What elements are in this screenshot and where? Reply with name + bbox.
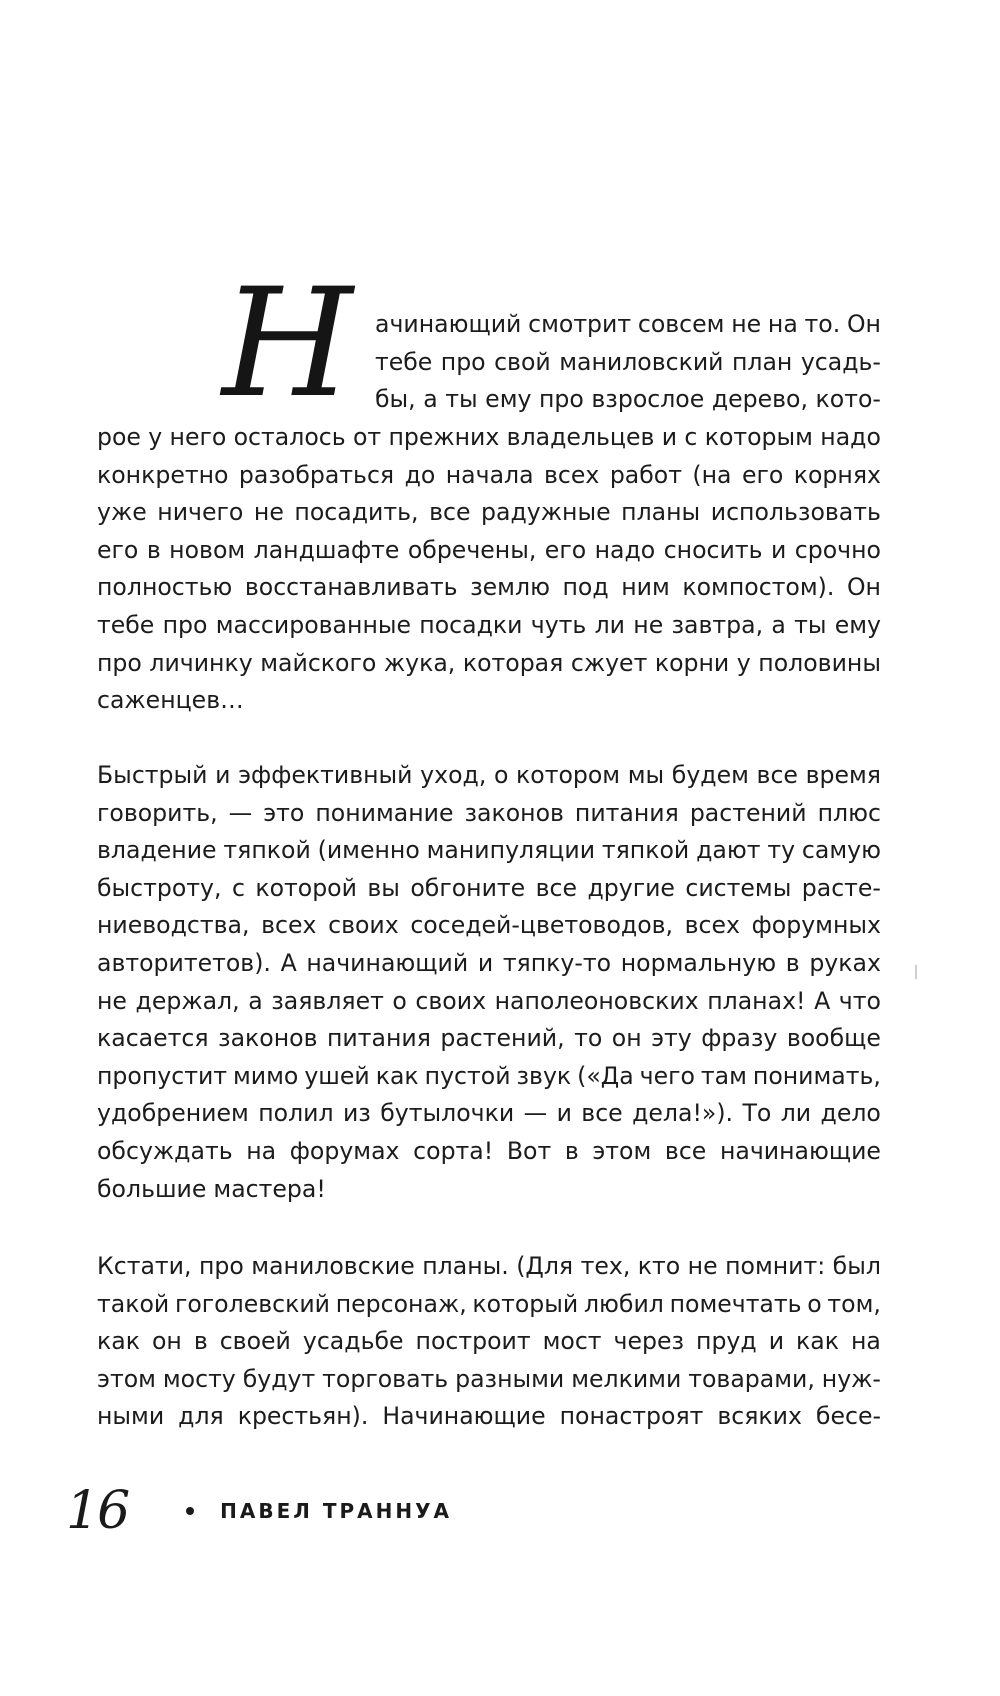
text-line: про личинку майского жука, которая сжует корни у половины [97,648,881,677]
text-line: ниеводства, всех своих соседей-цветоводов, всех форумных [97,911,881,940]
page-number: 16 [66,1481,129,1541]
text-line: ными для крестьян). Начинающие понастроят всяких бесе- [97,1402,881,1431]
page-footer [66,1476,452,1546]
text-line: рое у него осталось от прежних владельцев и с которым надо [97,423,881,451]
text-line: тебе про свой маниловский план усадь- [375,347,881,376]
text-line: обсуждать на форумах сорта! Вот в этом все начинающие [97,1136,881,1165]
text-line: тебе про массированные посадки чуть ли не завтра, а ты ему [97,610,881,639]
text-line: его в новом ландшафте обречены, его надо сносить и срочно [97,535,881,564]
text-line: касается законов питания растений, то он эту фразу вообще [97,1024,881,1053]
author-name: ПАВЕЛ ТРАННУА [220,1499,453,1523]
text-line: авторитетов). А начинающий и тяпку-то нормальную в руках [97,948,881,977]
drop-cap-box [222,257,362,431]
text-line: этом мосту будут торговать разными мелкими товарами, нуж- [97,1364,881,1393]
text-line: удобрением полил из бутылочки — и все дела!»). То ли дело [97,1099,881,1128]
text-line: владение тяпкой (именно манипуляции тяпкой дают ту самую [97,836,881,865]
text-line: полностью восстанавливать землю под ним компостом). Он [97,573,881,602]
text-line: говорить, — это понимание законов питания растений плюс [97,798,881,827]
paragraph-1-head [375,306,881,419]
text-line: бы, а ты ему про взрослое дерево, кото- [375,385,881,414]
text-line: как он в своей усадьбе построит мост через пруд и как на [97,1327,881,1356]
paragraph-1-body [97,419,881,720]
bullet-dot [186,1507,194,1515]
text-line: саженцев… [97,686,244,715]
text-line: не держал, а заявляет о своих наполеоновских планах! А что [97,986,881,1015]
text-line: уже ничего не посадить, все радужные планы использовать [97,498,881,527]
text-line: быстроту, с которой вы обгоните все другие системы расте- [97,873,881,902]
text-line: пропустит мимо ушей как пустой звук («Да чего там понимать, [97,1061,881,1090]
text-line: Кстати, про маниловские планы. (Для тех, кто не помнит: был [97,1252,881,1280]
text-line: Быстрый и эффективный уход, о котором мы будем все время [97,761,881,789]
drop-cap: Н [222,257,347,431]
text-line: такой гоголевский персонаж, который любил помечтать о том, [97,1289,881,1318]
text-line: ачинающий смотрит совсем не на то. Он [375,310,881,338]
paragraph-3 [97,1248,881,1436]
text-line: большие мастера! [97,1174,326,1203]
scan-speck [915,965,917,979]
paragraph-2 [97,757,881,1208]
text-line: конкретно разобраться до начала всех работ (на его корнях [97,460,881,489]
